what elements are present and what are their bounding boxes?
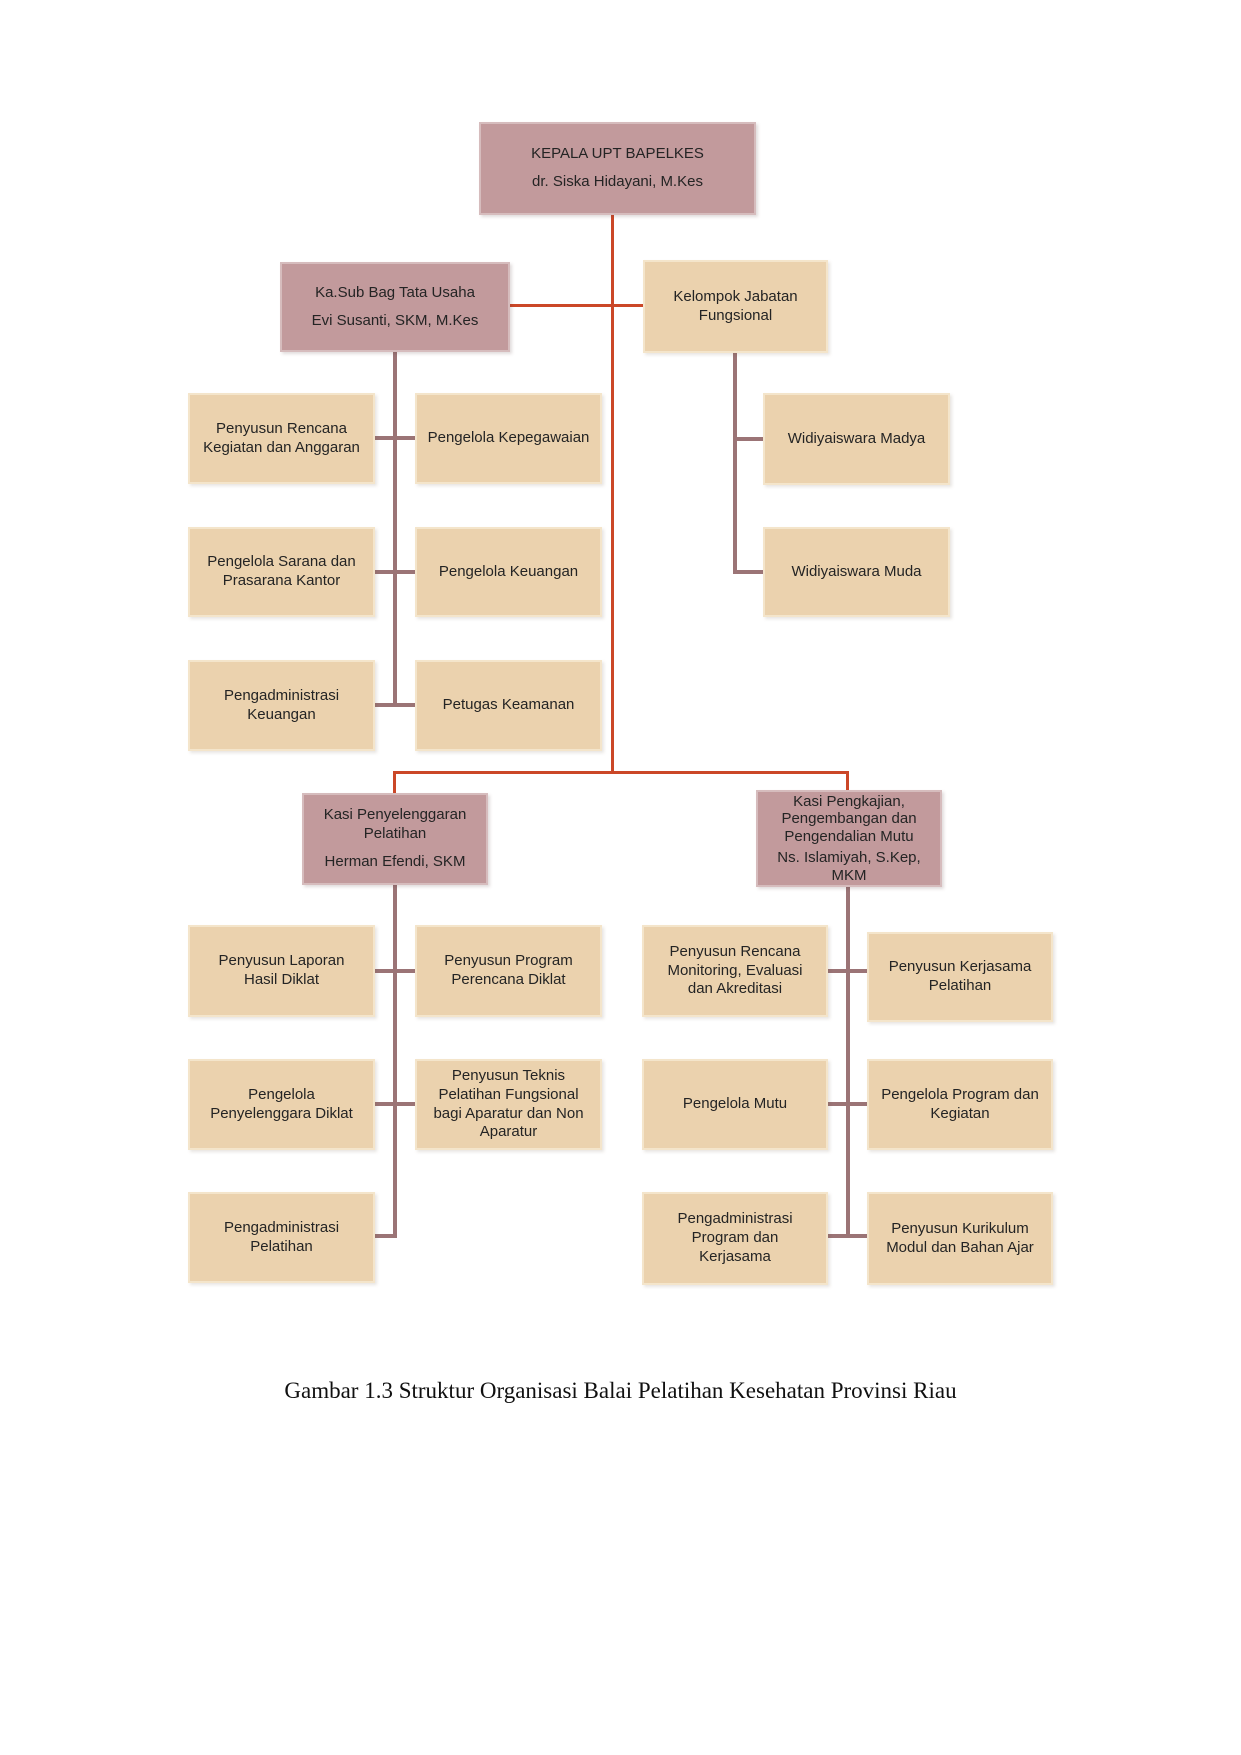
staff-label: Pengelola Kepegawaian xyxy=(427,429,590,447)
connector-penyelenggaran-tick-2 xyxy=(375,1102,415,1106)
staff-label: Penyusun Kerjasama Pelatihan xyxy=(888,958,1032,994)
staff-label: Widiyaiswara Madya xyxy=(787,429,926,447)
figure-caption: Gambar 1.3 Struktur Organisasi Balai Pelatihan Kesehatan Provinsi Riau xyxy=(284,1378,957,1403)
connector-kasi-left-drop xyxy=(393,771,396,793)
staff-label: Penyusun Kurikulum Modul dan Bahan Ajar xyxy=(886,1219,1034,1256)
connector-tata-usaha-tick-1 xyxy=(375,436,415,440)
kepala-person: dr. Siska Hidayani, M.Kes xyxy=(532,173,703,190)
connector-pengkajian-tick-2 xyxy=(828,1102,867,1106)
connector-kepala-trunk xyxy=(611,215,614,774)
staff-label: Penyusun Rencana Monitoring, Evaluasi dan Akreditasi xyxy=(667,942,803,998)
box-petugas-keamanan xyxy=(415,660,602,751)
box-kelompok-jabatan-fungsional xyxy=(643,260,828,353)
kasi-penyelenggaran-person: Herman Efendi, SKM xyxy=(324,852,466,870)
staff-label: Widiyaiswara Muda xyxy=(791,562,922,580)
connector-pengkajian-tick-3 xyxy=(828,1234,867,1238)
kelompok-jabatan-title: Kelompok Jabatan Fungsional xyxy=(673,287,798,324)
box-penyusun-laporan-hasil-diklat xyxy=(188,925,375,1017)
staff-label: Petugas Keamanan xyxy=(442,696,575,714)
connector-tata-usaha-tick-3 xyxy=(375,703,415,707)
box-pengelola-program-kegiatan xyxy=(867,1059,1053,1150)
connector-pengkajian-tick-1 xyxy=(828,969,867,973)
connector-kasi-right-drop xyxy=(846,771,849,790)
connector-fungsional-branch-muda xyxy=(735,570,763,574)
connector-tata-usaha-trunk xyxy=(393,352,397,707)
connector-penyelenggaran-elbow xyxy=(375,1234,397,1238)
box-penyusun-rencana-kegiatan-anggaran xyxy=(188,393,375,484)
staff-label: Pengelola Penyelenggara Diklat xyxy=(210,1085,353,1122)
box-kasi-pengkajian-mutu xyxy=(756,790,942,887)
connector-tata-usaha-tick-2 xyxy=(375,570,415,574)
staff-label: Pengelola Sarana dan Prasarana Kantor xyxy=(207,553,356,589)
staff-label: Penyusun Laporan Hasil Diklat xyxy=(218,952,345,988)
staff-label: Pengelola Keuangan xyxy=(438,562,579,580)
staff-label: Pengelola Mutu xyxy=(682,1095,788,1113)
box-widiyaiswara-muda xyxy=(763,527,950,617)
box-pengadministrasi-program-kerjasama xyxy=(642,1192,828,1285)
box-penyusun-kurikulum-modul xyxy=(867,1192,1053,1285)
box-pengelola-kepegawaian xyxy=(415,393,602,484)
staff-label: Pengadministrasi Program dan Kerjasama xyxy=(677,1210,793,1265)
box-penyusun-kerjasama-pelatihan xyxy=(867,932,1053,1022)
box-pengadministrasi-pelatihan xyxy=(188,1192,375,1283)
staff-label: Pengadministrasi Pelatihan xyxy=(223,1218,340,1255)
connector-level2-branch xyxy=(510,304,643,307)
connector-pengkajian-trunk xyxy=(846,887,850,1238)
connector-kasi-crossbar xyxy=(393,771,849,774)
connector-fungsional-branch-madya xyxy=(735,437,763,441)
tata-usaha-person: Evi Susanti, SKM, M.Kes xyxy=(311,311,479,329)
connector-fungsional-trunk xyxy=(733,353,737,574)
box-penyusun-teknis-pelatihan xyxy=(415,1059,602,1150)
staff-label: Penyusun Rencana Kegiatan dan Anggaran xyxy=(203,419,360,456)
box-pengadministrasi-keuangan xyxy=(188,660,375,751)
box-kasub-tata-usaha xyxy=(280,262,510,352)
kepala-title: KEPALA UPT BAPELKES xyxy=(531,145,704,163)
kasi-pengkajian-person: Ns. Islamiyah, S.Kep, MKM xyxy=(777,848,921,884)
staff-label: Penyusun Program Perencana Diklat xyxy=(444,952,573,988)
box-pengelola-sarana-prasarana xyxy=(188,527,375,617)
kasi-penyelenggaran-title: Kasi Penyelenggaran Pelatihan xyxy=(323,806,467,843)
kasi-pengkajian-title: Kasi Pengkajian, Pengembangan dan Pengendalian Mutu xyxy=(781,792,917,846)
box-pengelola-mutu xyxy=(642,1059,828,1150)
staff-label: Penyusun Teknis Pelatihan Fungsional bagi Aparatur dan Non Aparatur xyxy=(433,1067,584,1141)
tata-usaha-title: Ka.Sub Bag Tata Usaha xyxy=(315,283,475,301)
box-kepala-upt-bapelkes xyxy=(479,122,756,215)
staff-label: Pengelola Program dan Kegiatan xyxy=(881,1085,1039,1122)
box-penyusun-program-perencana-diklat xyxy=(415,925,602,1017)
box-kasi-penyelenggaran-pelatihan xyxy=(302,793,488,885)
staff-label: Pengadministrasi Keuangan xyxy=(223,686,340,723)
connector-penyelenggaran-tick-1 xyxy=(375,969,415,973)
box-penyusun-rencana-monitoring xyxy=(642,925,828,1017)
box-pengelola-penyelenggara-diklat xyxy=(188,1059,375,1150)
box-pengelola-keuangan xyxy=(415,527,602,617)
box-widiyaiswara-madya xyxy=(763,393,950,485)
connector-penyelenggaran-trunk xyxy=(393,885,397,1238)
